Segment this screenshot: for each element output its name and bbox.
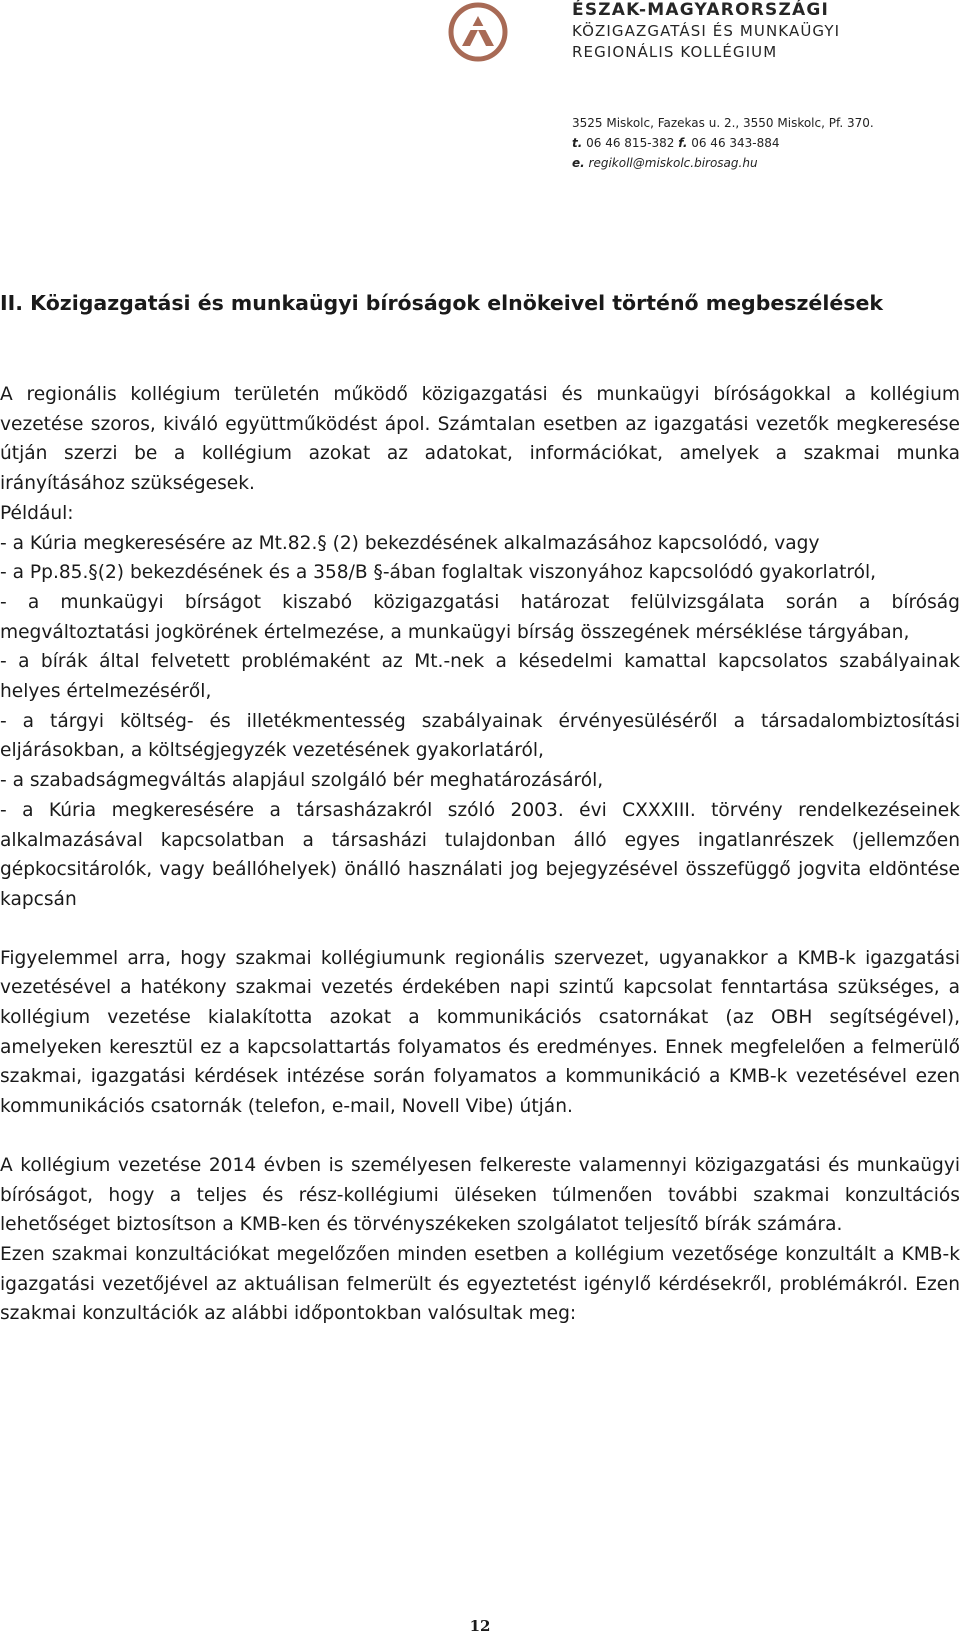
email-label: e. [572, 156, 585, 170]
email-line [572, 153, 874, 173]
paragraph: Például: [0, 502, 74, 524]
org-name-line-1: ÉSZAK-MAGYARORSZÁGI [572, 0, 830, 20]
address: 3525 Miskolc, Fazekas u. 2., 3550 Miskolc, Pf. 370. [572, 116, 874, 130]
paragraph: A kollégium vezetése 2014 évben is személyesen felkereste valamennyi közigazgatási és munkaügyi bíróságot, hogy a teljes és rész-kollégiumi üléseken túlmenően további szakmai konzultációs lehetőséget biztosítson a KMB-ken és törvényszékeken szolgálatot teljesítő bírák számára. [0, 1154, 960, 1236]
section-title: II. Közigazgatási és munkaügyi bíróságok elnökeivel történő megbeszélések [0, 291, 883, 315]
court-logo-icon [448, 2, 508, 62]
phone-fax-line [572, 133, 874, 153]
paragraph-spacer [0, 915, 960, 944]
fax-label: f. [678, 136, 688, 150]
page-number: 12 [469, 1617, 491, 1635]
list-item: - a szabadságmegváltás alapjául szolgáló bér meghatározásáról, [0, 770, 604, 792]
org-name-line-2: KÖZIGAZGATÁSI ÉS MUNKAÜGYI [572, 22, 841, 40]
list-item: - a Kúria megkeresésére az Mt.82.§ (2) bekezdésének alkalmazásához kapcsolódó, vagy [0, 532, 820, 554]
org-name-line-3: REGIONÁLIS KOLLÉGIUM [572, 43, 778, 61]
paragraph: Ezen szakmai konzultációkat megelőzően minden esetben a kollégium vezetősége konzultált a KMB-k igazgatási vezetőjével az aktuálisan felmerült és egyeztetést igénylő kérdésekről, problémákról. Ezen szakmai konzultációk az alábbi időpontokban valósultak meg: [0, 1243, 960, 1325]
list-item: - a Pp.85.§(2) bekezdésének és a 358/B §-ában foglaltak viszonyához kapcsolódó gyakorlatról, [0, 562, 877, 584]
list-item: - a tárgyi költség- és illetékmentesség szabályainak érvényesüléséről a társadalombiztosítási eljárásokban, a költségjegyzék vezetésének gyakorlatáról, [0, 710, 960, 762]
organization-name [572, 0, 840, 63]
list-item: - a bírák által felvetett problémaként az Mt.-nek a késedelmi kamattal kapcsolatos szabályainak helyes értelmezéséről, [0, 651, 960, 703]
paragraph: A regionális kollégium területén működő közigazgatási és munkaügyi bíróságokkal a kollégium vezetése szoros, kiváló együttműködést ápol. Számtalan esetben az igazgatási vezetők megkeresése útján szerzi be a kollégium azokat az adatokat, információkat, amelyek a szakmai munka irányításához szükségesek. [0, 384, 960, 495]
phone-number: 06 46 815-382 [586, 136, 675, 150]
fax-number: 06 46 343-884 [691, 136, 780, 150]
paragraph-spacer [0, 1122, 960, 1151]
list-item: - a Kúria megkeresésére a társasházakról szóló 2003. évi CXXXIII. törvény rendelkezéseinek alkalmazásával kapcsolatban a társasházi tulajdonban álló egyes ingatlanrészek (jellemzően gépkocsitárolók, vagy beállóhelyek) önálló használati jog bejegyzésével összefüggő jogvita eldöntése kapcsán [0, 799, 960, 910]
paragraph: Figyelemmel arra, hogy szakmai kollégiumunk regionális szervezet, ugyanakkor a KMB-k igazgatási vezetésével a hatékony szakmai vezetés érdekében napi szintű kapcsolat fenntartása szükséges, a kollégium vezetése kialakította azokat a kommunikációs csatornákat (az OBH segítségével), amelyeken keresztül ez a kapcsolattartás folyamatos és eredményes. Ennek megfelelően a felmerülő szakmai, igazgatási kérdések intézése során folyamatos a kommunikáció a KMB-k vezetésével ezen kommunikációs csatornák (telefon, e-mail, Novell Vibe) útján. [0, 947, 960, 1118]
list-item: - a munkaügyi bírságot kiszabó közigazgatási határozat felülvizsgálata során a bíróság megváltoztatási jogkörének értelmezése, a munkaügyi bírság összegének mérséklése tárgyában, [0, 591, 960, 643]
letterhead [0, 0, 960, 200]
phone-label: t. [572, 136, 583, 150]
email-address: regikoll@miskolc.birosag.hu [588, 156, 758, 170]
contact-block [572, 113, 874, 173]
document-body [0, 380, 960, 1329]
